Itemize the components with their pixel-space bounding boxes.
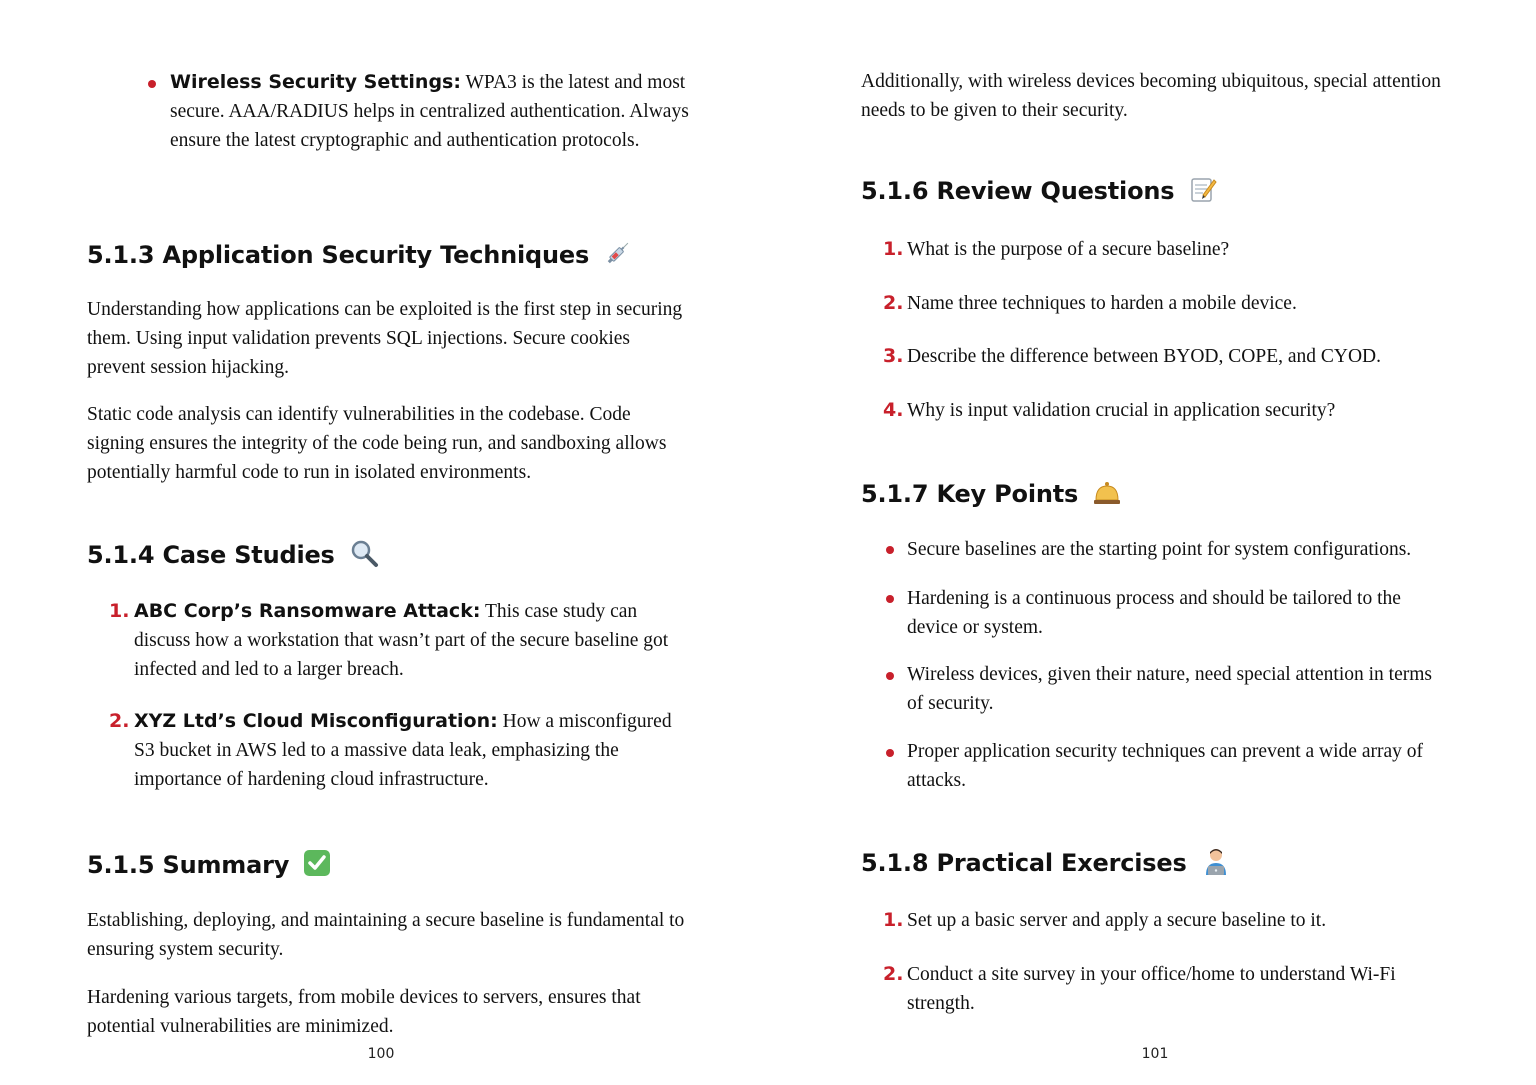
check-mark-icon bbox=[303, 849, 331, 883]
review-question-text: What is the purpose of a secure baseline? bbox=[907, 239, 1230, 260]
section-5-1-4-heading bbox=[87, 538, 379, 574]
section-5-1-3-title: 5.1.3 Application Security Techniques bbox=[87, 241, 590, 269]
exercise-text: Conduct a site survey in your office/home to understand Wi-Fi strength. bbox=[907, 964, 1396, 1014]
review-question-number: 4. bbox=[883, 399, 904, 421]
key-point-text: Secure baselines are the starting point for system configurations. bbox=[907, 539, 1412, 560]
case-study-text: This case study can discuss how a workstation that wasn’t part of the secure baseline got infected and led to a larger breach. bbox=[134, 601, 669, 680]
case-study-text: How a misconfigured S3 bucket in AWS led to a massive data leak, emphasizing the importance of hardening cloud infrastructure. bbox=[134, 711, 672, 790]
section-5-1-7-heading bbox=[861, 478, 1122, 512]
memo-icon bbox=[1189, 175, 1217, 209]
right-page bbox=[768, 0, 1536, 1085]
section-5-1-5-title: 5.1.5 Summary bbox=[87, 851, 290, 879]
case-study-lead: XYZ Ltd’s Cloud Misconfiguration: bbox=[134, 710, 498, 732]
bullet-dot bbox=[886, 672, 894, 680]
review-question-number: 3. bbox=[883, 345, 904, 367]
case-study-item bbox=[134, 597, 694, 684]
section-5-1-5-paragraph-1: Establishing, deploying, and maintaining a secure baseline is fundamental to ensuring system security. bbox=[87, 910, 685, 960]
section-5-1-7-title: 5.1.7 Key Points bbox=[861, 480, 1079, 508]
section-5-1-5-paragraph-2: Hardening various targets, from mobile devices to servers, ensures that potential vulnerabilities are minimized. bbox=[87, 987, 641, 1037]
case-study-item bbox=[134, 707, 694, 794]
section-5-1-6-heading bbox=[861, 175, 1217, 209]
wireless-security-item bbox=[170, 68, 690, 155]
exercise-number: 1. bbox=[883, 909, 904, 931]
bullet-dot bbox=[148, 80, 156, 88]
section-5-1-5-heading bbox=[87, 849, 331, 883]
key-point-text: Proper application security techniques can prevent a wide array of attacks. bbox=[907, 741, 1423, 791]
review-question-number: 2. bbox=[883, 292, 904, 314]
review-question-number: 1. bbox=[883, 238, 904, 260]
exercise-number: 2. bbox=[883, 963, 904, 985]
section-5-1-4-title: 5.1.4 Case Studies bbox=[87, 541, 335, 569]
exercise-text: Set up a basic server and apply a secure baseline to it. bbox=[907, 910, 1327, 931]
case-study-number: 2. bbox=[109, 710, 130, 732]
review-question-text: Describe the difference between BYOD, COPE, and CYOD. bbox=[907, 346, 1382, 367]
bullet-dot bbox=[886, 546, 894, 554]
section-5-1-6-title: 5.1.6 Review Questions bbox=[861, 177, 1175, 205]
bullet-dot bbox=[886, 749, 894, 757]
key-point-text: Wireless devices, given their nature, need special attention in terms of security. bbox=[907, 664, 1432, 714]
bullet-dot bbox=[886, 595, 894, 603]
key-point-text: Hardening is a continuous process and should be tailored to the device or system. bbox=[907, 588, 1401, 638]
case-study-lead: ABC Corp’s Ransomware Attack: bbox=[134, 600, 481, 622]
wireless-security-lead: Wireless Security Settings: bbox=[170, 71, 461, 93]
page-number: 100 bbox=[367, 1046, 395, 1062]
section-5-1-3-paragraph-1: Understanding how applications can be exploited is the first step in securing them. Using input validation prevents SQL injections. Secure cookies prevent session hijacking. bbox=[87, 299, 683, 378]
syringe-icon bbox=[603, 238, 633, 274]
wireless-security-text: WPA3 is the latest and most secure. AAA/RADIUS helps in centralized authentication. Always ensure the latest cryptographic and authentication protocols. bbox=[170, 72, 689, 151]
bell-icon bbox=[1092, 478, 1122, 512]
review-question-text: Name three techniques to harden a mobile device. bbox=[907, 293, 1297, 314]
case-study-number: 1. bbox=[109, 600, 130, 622]
technologist-icon bbox=[1201, 846, 1231, 882]
section-5-1-8-heading bbox=[861, 846, 1231, 882]
section-5-1-3-paragraph-2: Static code analysis can identify vulnerabilities in the codebase. Code signing ensures the integrity of the code being run, and sandboxing allows potentially harmful code to run in isolated environments. bbox=[87, 404, 667, 483]
page-number: 101 bbox=[1141, 1046, 1169, 1062]
review-question-text: Why is input validation crucial in application security? bbox=[907, 400, 1336, 421]
intro-paragraph: Additionally, with wireless devices becoming ubiquitous, special attention needs to be given to their security. bbox=[861, 71, 1441, 121]
magnifier-icon bbox=[349, 538, 379, 574]
section-5-1-8-title: 5.1.8 Practical Exercises bbox=[861, 849, 1187, 877]
section-5-1-3-heading bbox=[87, 238, 633, 274]
